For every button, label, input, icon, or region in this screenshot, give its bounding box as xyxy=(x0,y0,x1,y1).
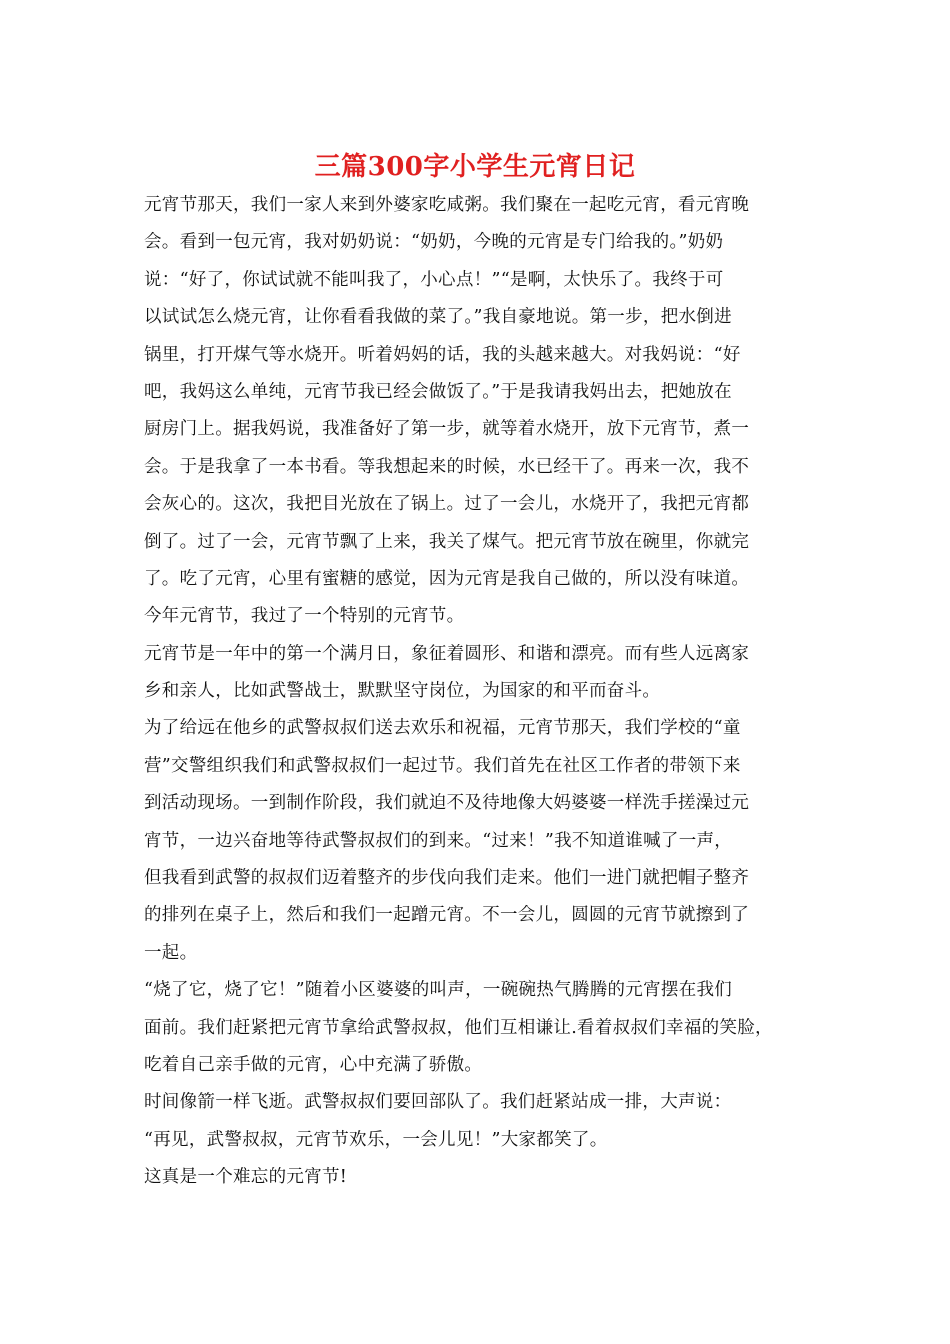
text-line: 元宵节是一年中的第一个满月日，象征着圆形、和谐和漂亮。而有些人远离家 xyxy=(144,643,750,664)
text-line: 厨房门上。据我妈说，我准备好了第一步，就等着水烧开，放下元宵节，煮一 xyxy=(144,419,750,440)
text-line: 面前。我们赶紧把元宵节拿给武警叔叔，他们互相谦让.看着叔叔们幸福的笑脸， xyxy=(144,1017,773,1038)
text-line: 说：“好了，你试试就不能叫我了，小心点！”“是啊，太快乐了。我终于可 xyxy=(144,269,724,290)
text-line: 为了给远在他乡的武警叔叔们送去欢乐和祝福，元宵节那天，我们学校的“童 xyxy=(144,718,741,739)
text-line: 吧，我妈这么单纯，元宵节我已经会做饭了。”于是我请我妈出去，把她放在 xyxy=(144,381,732,402)
text-line: 以试试怎么烧元宵，让你看看我做的菜了。”我自豪地说。第一步，把水倒进 xyxy=(144,307,732,328)
text-line: 到活动现场。一到制作阶段，我们就迫不及待地像大妈婆婆一样洗手搓澡过元 xyxy=(144,793,750,814)
text-line: “再见，武警叔叔，元宵节欢乐，一会儿见！”大家都笑了。 xyxy=(144,1129,608,1150)
text-line: 宵节，一边兴奋地等待武警叔叔们的到来。“过来！”我不知道谁喊了一声， xyxy=(144,830,733,851)
text-line: “烧了它，烧了它！”随着小区婆婆的叫声，一碗碗热气腾腾的元宵摆在我们 xyxy=(144,980,733,1001)
text-line: 这真是一个难忘的元宵节! xyxy=(144,1167,348,1188)
text-line: 乡和亲人，比如武警战士，默默坚守岗位，为国家的和平而奋斗。 xyxy=(144,681,661,702)
document-title: 三篇300字小学生元宵日记 xyxy=(314,152,636,182)
text-line: 了。吃了元宵，心里有蜜糖的感觉，因为元宵是我自己做的，所以没有味道。 xyxy=(144,568,750,589)
text-line: 时间像箭一样飞逝。武警叔叔们要回部队了。我们赶紧站成一排，大声说： xyxy=(144,1092,732,1113)
text-line: 一起。 xyxy=(144,942,198,963)
text-line: 但我看到武警的叔叔们迈着整齐的步伐向我们走来。他们一进门就把帽子整齐 xyxy=(144,868,750,889)
document-body xyxy=(144,187,824,1197)
text-line: 锅里，打开煤气等水烧开。听着妈妈的话，我的头越来越大。对我妈说：“好 xyxy=(144,344,741,365)
text-line: 营”交警组织我们和武警叔叔们一起过节。我们首先在社区工作者的带领下来 xyxy=(144,755,741,776)
text-line: 的排列在桌子上，然后和我们一起蹭元宵。不一会儿，圆圆的元宵节就擦到了 xyxy=(144,905,750,926)
text-line: 吃着自己亲手做的元宵，心中充满了骄傲。 xyxy=(144,1054,483,1075)
text-line: 今年元宵节，我过了一个特别的元宵节。 xyxy=(144,606,465,627)
text-line: 倒了。过了一会，元宵节飘了上来，我关了煤气。把元宵节放在碗里，你就完 xyxy=(144,531,750,552)
text-line: 会。于是我拿了一本书看。等我想起来的时候，水已经干了。再来一次，我不 xyxy=(144,456,750,477)
text-line: 会。看到一包元宵，我对奶奶说：“奶奶，今晚的元宵是专门给我的。”奶奶 xyxy=(144,232,724,253)
text-line: 元宵节那天，我们一家人来到外婆家吃咸粥。我们聚在一起吃元宵，看元宵晚 xyxy=(144,195,750,215)
text-line: 会灰心的。这次，我把目光放在了锅上。过了一会儿，水烧开了，我把元宵都 xyxy=(144,494,750,515)
